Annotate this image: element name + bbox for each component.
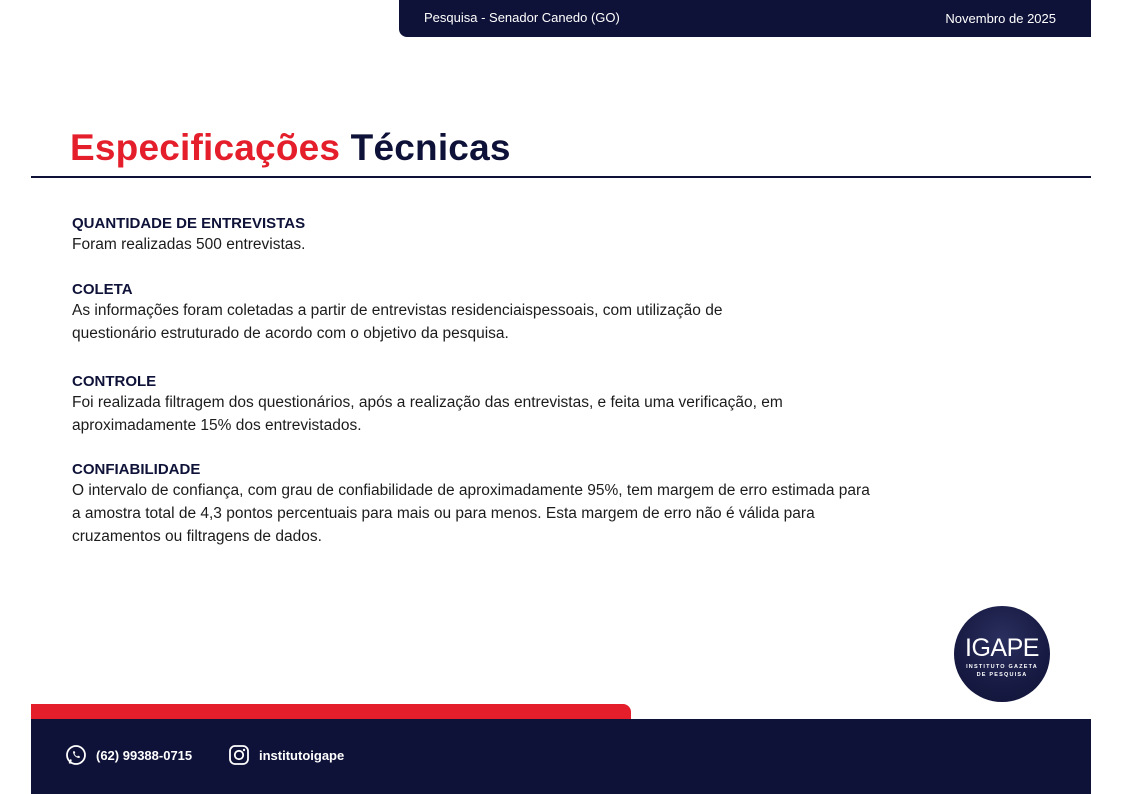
logo-subtitle-2: DE PESQUISA [976, 672, 1028, 678]
whatsapp-icon [65, 744, 87, 766]
logo-subtitle-1: INSTITUTO GAZETA [966, 664, 1038, 670]
section-body: O intervalo de confiança, com grau de confiabilidade de aproximadamente 95%, tem margem de erro estimada para a amostra total de 4,3 pontos percentuais para mais ou para menos. Esta margem de erro não é válida para cruzamentos ou filtragens de dados. [72, 482, 870, 545]
section-body: Foi realizada filtragem dos questionários, após a realização das entrevistas, e feita uma verificação, em aproximadamente 15% dos entrevistados. [72, 394, 783, 434]
section-heading: QUANTIDADE DE ENTREVISTAS [72, 215, 306, 232]
footer-accent-bar [31, 704, 631, 719]
section-coleta [72, 280, 732, 345]
section-heading: CONFIABILIDADE [72, 461, 201, 478]
igape-logo [954, 606, 1050, 702]
header-bar [399, 0, 1091, 37]
phone-number: (62) 99388-0715 [96, 747, 193, 763]
page-title [70, 127, 511, 169]
survey-title: Pesquisa - Senador Canedo (GO) [424, 10, 620, 25]
page-title-red: Especificações [70, 127, 341, 168]
instagram-icon [228, 744, 250, 766]
instagram-handle: institutoigape [259, 747, 345, 763]
page-title-navy: Técnicas [350, 127, 511, 168]
section-quantidade [72, 214, 892, 256]
footer-bar [31, 719, 1091, 794]
section-confiabilidade [72, 460, 880, 548]
section-heading: CONTROLE [72, 373, 157, 390]
contact-phone[interactable] [65, 744, 192, 766]
logo-brand: IGAPE [965, 634, 1039, 662]
title-divider [31, 176, 1091, 178]
survey-date: Novembro de 2025 [945, 11, 1056, 26]
section-controle [72, 372, 862, 437]
section-body: As informações foram coletadas a partir de entrevistas residenciaispessoais, com utilização de questionário estruturado de acordo com o objetivo da pesquisa. [72, 302, 723, 342]
section-heading: COLETA [72, 281, 133, 298]
section-body: Foram realizadas 500 entrevistas. [72, 236, 306, 253]
contact-instagram[interactable] [228, 744, 344, 766]
